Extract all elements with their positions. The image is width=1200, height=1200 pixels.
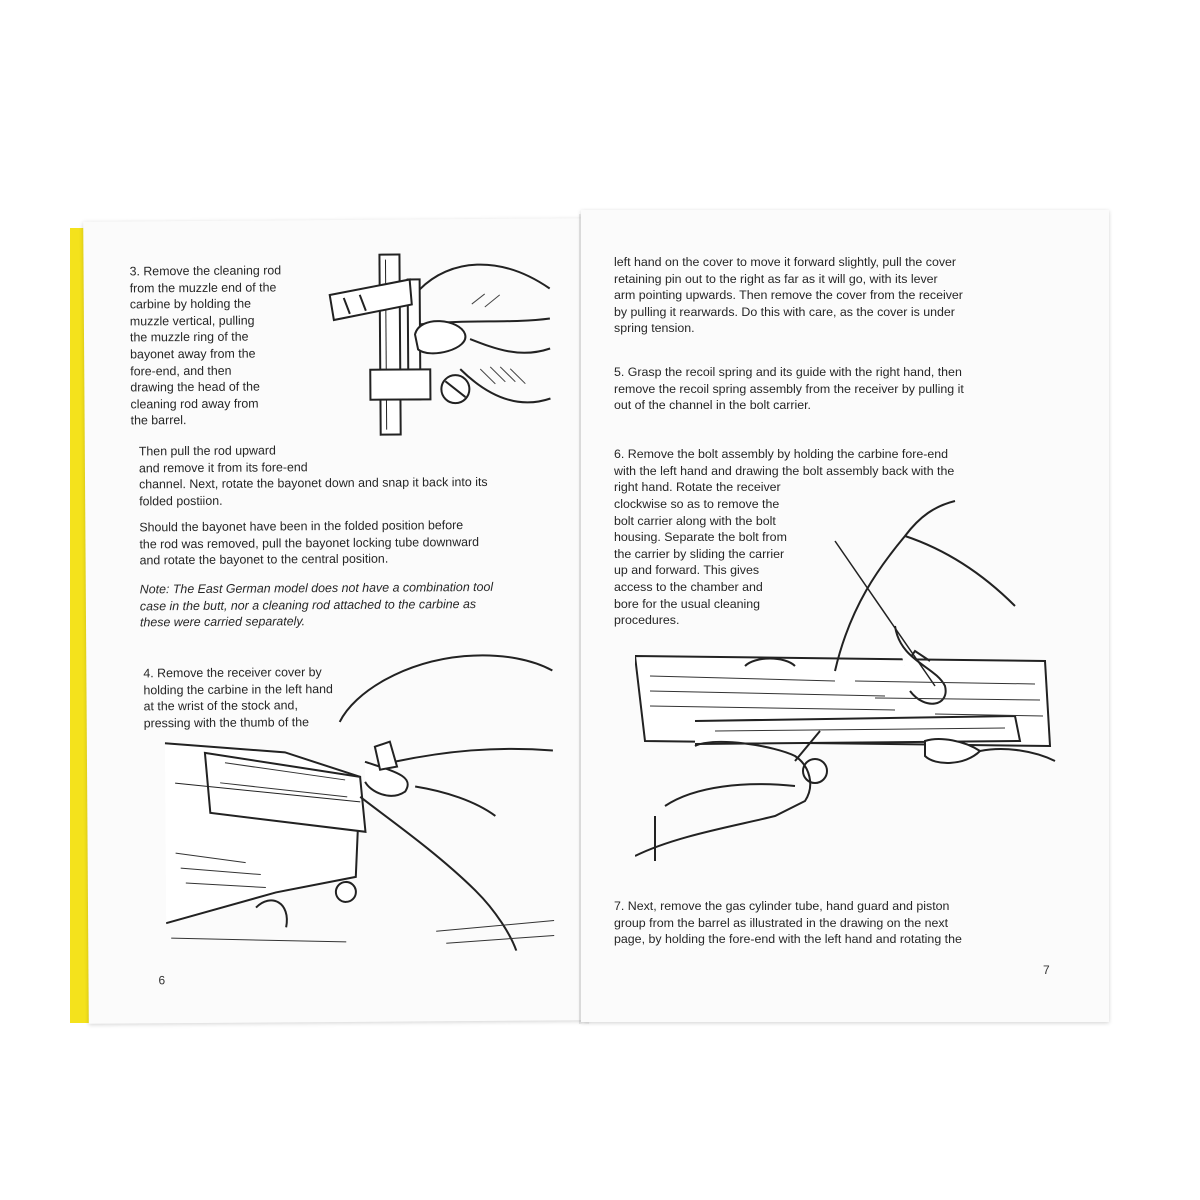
receiver-cover-illustration: [164, 650, 556, 953]
bolt-assembly-illustration: [635, 486, 1075, 866]
step-6-intro-text: 6. Remove the bolt assembly by holding the carbine fore-end with the left hand and drawing the bolt assembly back with the right hand. Rotate the receiver: [614, 447, 955, 495]
left-page: [83, 218, 589, 1023]
right-page: [581, 210, 1109, 1022]
bayonet-position-paragraph: Should the bayonet have been in the folded position before the rod was removed, pull the bayonet locking tube downward and rotate the bayonet to the central position.: [139, 518, 480, 568]
step-7-text: 7. Next, remove the gas cylinder tube, hand guard and piston group from the barrel as illustrated in the drawing on the next page, by holding the fore-end with the left hand and rotating the: [614, 899, 962, 947]
east-german-model-note: Note: The East German model does not have a combination tool case in the butt, nor a cleaning rod attached to the carbine as these were carried separately.: [139, 579, 494, 630]
step-6-text: clockwise so as to remove the bolt carrier along with the bolt housing. Separate the bolt from the carrier by sliding the carrier up and forward. This gives access to the chamber and bore for the usual cleaning procedures.: [614, 497, 787, 628]
open-booklet: [70, 210, 1120, 1025]
cleaning-rod-drawing: [319, 248, 556, 440]
cleaning-rod-illustration: [319, 248, 556, 440]
page-number-right: 7: [1043, 963, 1050, 977]
step-5-text: 5. Grasp the recoil spring and its guide with the right hand, then remove the recoil spring assembly from the receiver by pulling it out of the channel in the bolt carrier.: [614, 365, 964, 413]
step-3-text: 3. Remove the cleaning rod from the muzzle end of the carbine by holding the muzzle vertical, pulling the muzzle ring of the bayonet away from the fore-end, and then drawing the head of the cleaning rod away from the barrel.: [129, 263, 282, 428]
page-number-left: 6: [158, 973, 166, 988]
step-3-continued-text: Then pull the rod upward and remove it from its fore-end channel. Next, rotate the bayonet down and snap it back into its folded postiion.: [138, 443, 488, 509]
receiver-cover-drawing: [164, 650, 556, 953]
step-4-continued-text: left hand on the cover to move it forward slightly, pull the cover retaining pin out to the right as far as it will go, with its lever arm pointing upwards. Then remove the cover from the receiver by pulling it rearwards. Do this with care, as the cover is under spring tension.: [614, 255, 963, 336]
step-4-text: 4. Remove the receiver cover by holding the carbine in the left hand at the wrist of the stock and, pressing with the thumb of the: [143, 665, 333, 731]
bolt-assembly-drawing: [635, 486, 1075, 866]
